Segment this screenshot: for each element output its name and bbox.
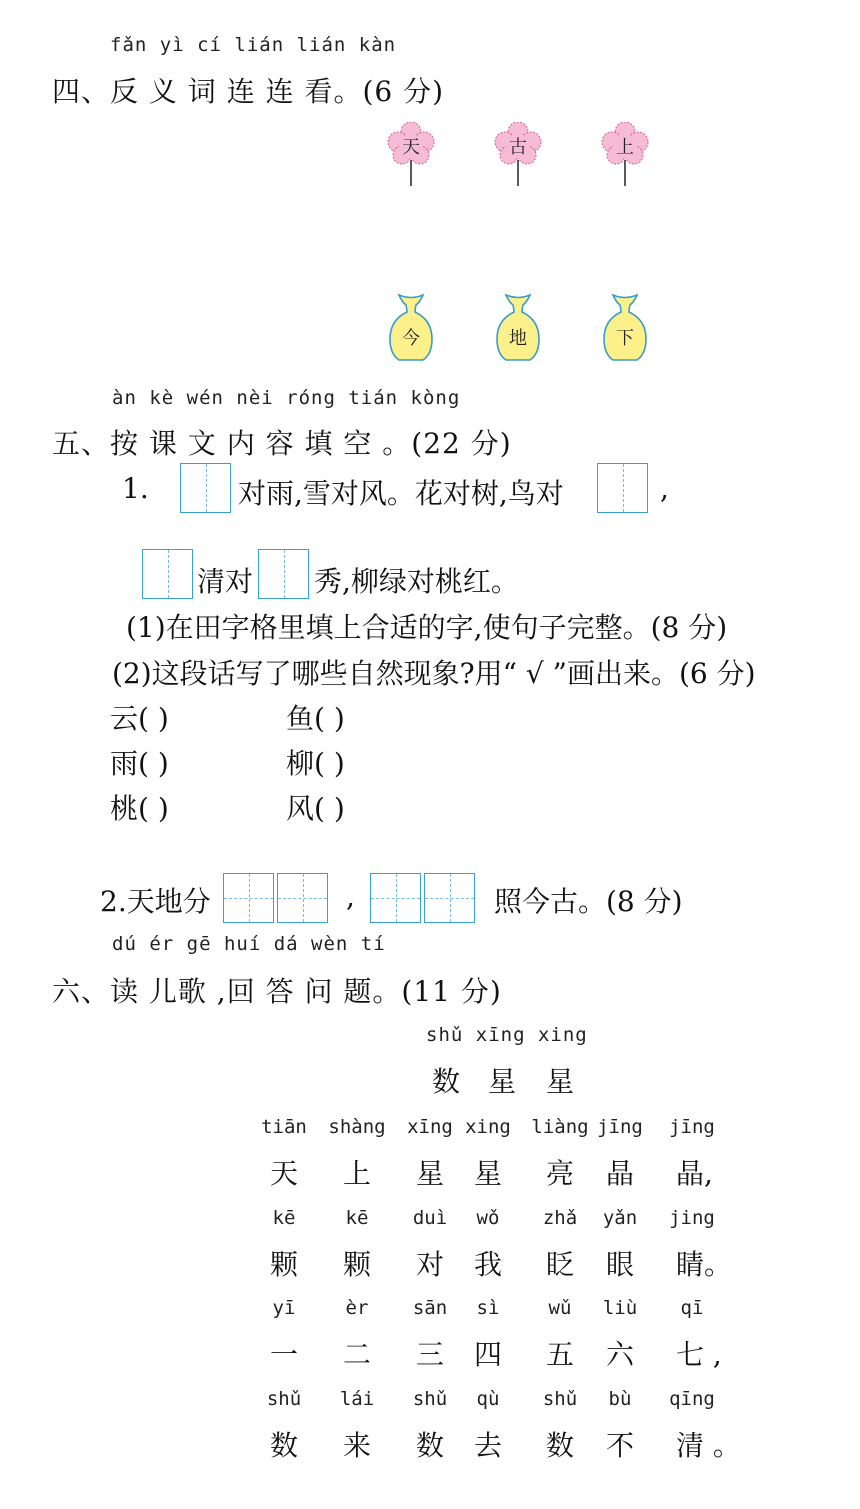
tianzige-box[interactable]	[370, 873, 421, 923]
poem-pinyin: sān	[412, 1297, 448, 1319]
poem-pinyin: xīng	[407, 1116, 453, 1138]
poem-char: 清 。	[676, 1429, 741, 1462]
poem-pinyin: qī	[680, 1297, 704, 1319]
poem-char: 颗	[342, 1248, 371, 1281]
sec6-pinyin: dú ér gē huí dá wèn tí	[112, 933, 386, 955]
poem-pinyin: yǎn	[602, 1207, 638, 1229]
sub-question-1: (1)在田字格里填上合适的字,使句子完整。(8 分)	[126, 611, 728, 644]
poem-pinyin: shǔ	[542, 1388, 578, 1410]
sec6-title: 六、读 儿歌 ,回 答 问 题。(11 分)	[52, 975, 502, 1008]
sec4-title: 四、反 义 词 连 连 看。(6 分)	[52, 75, 445, 108]
poem-char: 七 ,	[676, 1338, 722, 1371]
poem-char: 晶,	[676, 1157, 713, 1190]
q1-text-a: 对雨,雪对风。花对树,鸟对	[238, 477, 564, 510]
poem-pinyin: shǔ	[412, 1388, 448, 1410]
q2-comma: ,	[346, 880, 355, 913]
poem-pinyin: wǒ	[476, 1207, 500, 1229]
poem-char: 星	[473, 1157, 502, 1190]
poem-char: 六	[605, 1338, 634, 1371]
poem-char: 数	[415, 1429, 444, 1462]
poem-pinyin: jīng	[669, 1116, 715, 1138]
choice-yu-rain[interactable]: 雨( )	[110, 747, 169, 780]
choice-yun[interactable]: 云( )	[110, 702, 169, 735]
poem-pinyin: shàng	[328, 1116, 386, 1138]
poem-char: 一	[269, 1338, 298, 1371]
poem-pinyin: qù	[476, 1388, 500, 1410]
tianzige-box[interactable]	[180, 463, 231, 513]
poem-pinyin: liàng	[531, 1116, 589, 1138]
vase-char: 今	[402, 328, 420, 349]
q1-text-b: 清对	[197, 565, 254, 598]
flower-char: 古	[509, 137, 527, 158]
tianzige-box[interactable]	[597, 463, 648, 513]
poem-char: 晶	[605, 1157, 634, 1190]
poem-char: 二	[342, 1338, 371, 1371]
flower-char: 上	[616, 137, 634, 158]
poem-char: 三	[415, 1338, 444, 1371]
tianzige-box[interactable]	[223, 873, 274, 923]
poem-pinyin: èr	[345, 1297, 369, 1319]
flower-icon[interactable]	[600, 122, 650, 188]
q2-text-a: 2.天地分	[100, 885, 211, 918]
poem-pinyin: wǔ	[548, 1297, 572, 1319]
poem-pinyin: duì	[412, 1207, 448, 1229]
sec4-pinyin: fǎn yì cí lián lián kàn	[110, 34, 397, 56]
poem-char: 上	[342, 1157, 371, 1190]
poem-pinyin: lái	[339, 1388, 375, 1410]
poem-char: 数	[269, 1429, 298, 1462]
tianzige-box[interactable]	[277, 873, 328, 923]
poem-char: 星	[415, 1157, 444, 1190]
poem-char: 睛。	[676, 1248, 733, 1281]
poem-char: 去	[473, 1429, 502, 1462]
q2-text-b: 照今古。(8 分)	[494, 885, 683, 918]
tianzige-box[interactable]	[142, 549, 193, 599]
poem-char: 四	[473, 1338, 502, 1371]
poem-title-char: 星	[488, 1065, 517, 1098]
poem-pinyin: liù	[602, 1297, 638, 1319]
poem-title-char: 星	[546, 1065, 575, 1098]
poem-char: 眼	[605, 1248, 634, 1281]
poem-pinyin: yī	[272, 1297, 296, 1319]
poem-pinyin: sì	[476, 1297, 500, 1319]
sec5-title: 五、按 课 文 内 容 填 空 。(22 分)	[52, 427, 512, 460]
sec5-pinyin: àn kè wén nèi róng tián kòng	[112, 387, 461, 409]
poem-title-pinyin: shǔ xīng xing	[426, 1024, 588, 1046]
poem-pinyin: shǔ	[266, 1388, 302, 1410]
poem-pinyin: jing	[669, 1207, 715, 1229]
vase-icon[interactable]	[599, 292, 651, 362]
sub-question-2: (2)这段话写了哪些自然现象?用“ √ ”画出来。(6 分)	[112, 657, 756, 690]
vase-icon[interactable]	[492, 292, 544, 362]
poem-char: 数	[545, 1429, 574, 1462]
q1-comma: ,	[660, 472, 669, 505]
vase-char: 地	[509, 328, 527, 349]
choice-tao[interactable]: 桃( )	[110, 792, 169, 825]
vase-icon[interactable]	[385, 292, 437, 362]
poem-char: 五	[545, 1338, 574, 1371]
poem-char: 颗	[269, 1248, 298, 1281]
q1-number: 1.	[122, 472, 149, 505]
choice-yu[interactable]: 鱼( )	[286, 702, 345, 735]
poem-pinyin: xing	[465, 1116, 511, 1138]
flower-icon[interactable]	[386, 122, 436, 188]
poem-title-char: 数	[432, 1065, 461, 1098]
poem-char: 眨	[545, 1248, 574, 1281]
poem-pinyin: jīng	[597, 1116, 643, 1138]
poem-char: 来	[342, 1429, 371, 1462]
poem-pinyin: kē	[272, 1207, 296, 1229]
choice-feng[interactable]: 风( )	[286, 792, 345, 825]
poem-char: 不	[605, 1429, 634, 1462]
poem-char: 我	[473, 1248, 502, 1281]
poem-pinyin: tiān	[261, 1116, 307, 1138]
vase-char: 下	[616, 328, 634, 349]
poem-pinyin: qīng	[669, 1388, 715, 1410]
poem-pinyin: kē	[345, 1207, 369, 1229]
poem-char: 天	[269, 1157, 298, 1190]
flower-icon[interactable]	[493, 122, 543, 188]
choice-liu[interactable]: 柳( )	[286, 747, 345, 780]
tianzige-box[interactable]	[424, 873, 475, 923]
poem-char: 对	[415, 1248, 444, 1281]
flower-char: 天	[402, 137, 420, 158]
poem-pinyin: zhǎ	[542, 1207, 578, 1229]
q1-text-c: 秀,柳绿对桃红。	[314, 565, 519, 598]
poem-char: 亮	[545, 1157, 574, 1190]
tianzige-box[interactable]	[258, 549, 309, 599]
poem-pinyin: bù	[608, 1388, 632, 1410]
